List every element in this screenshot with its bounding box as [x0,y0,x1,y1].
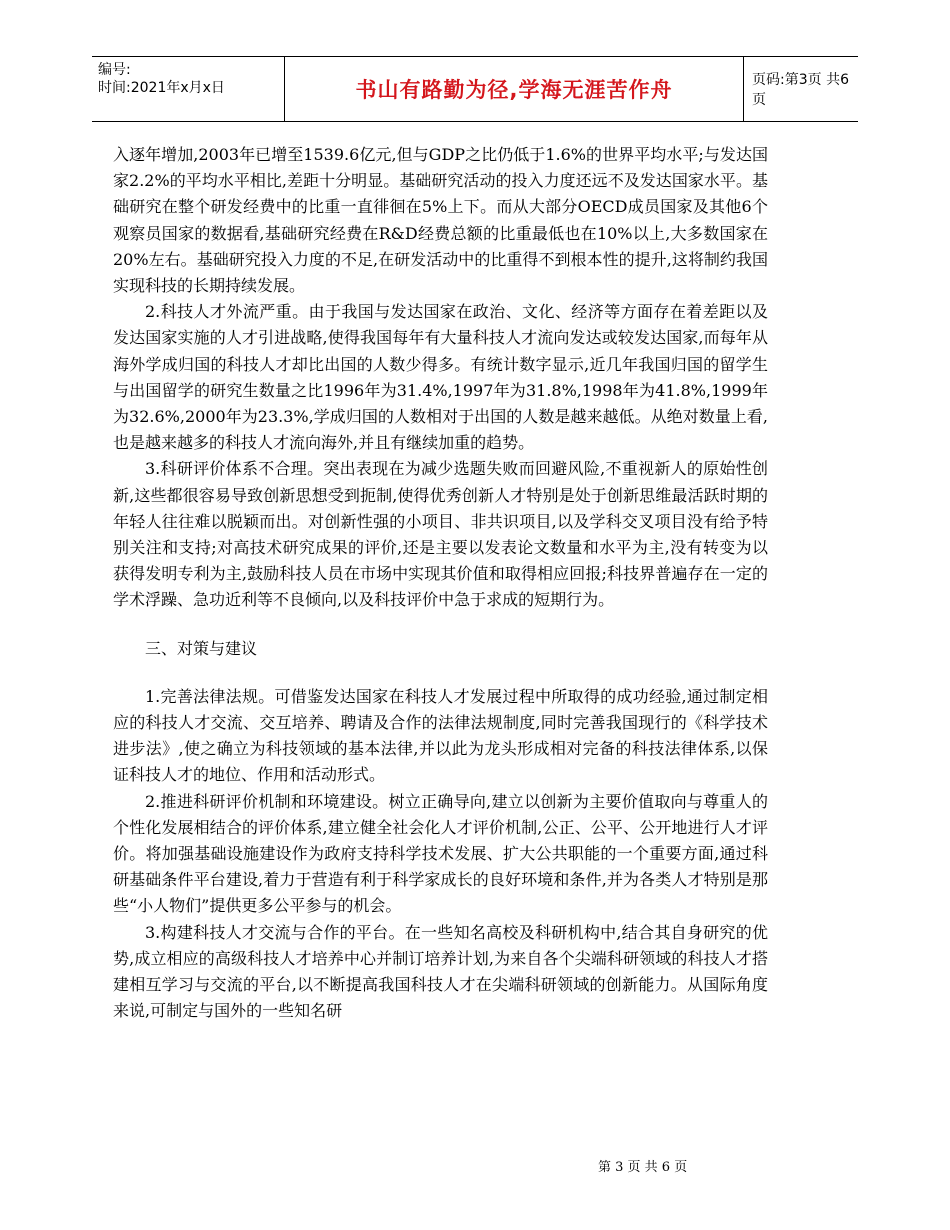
paragraph-talent-outflow: 2.科技人才外流严重。由于我国与发达国家在政治、文化、经济等方面存在着差距以及发达国家实施的人才引进战略,使得我国每年有大量科技人才流向发达或较发达国家,而每年从海外学成归国的科技人才却比出国的人数少得多。有统计数字显示,近几年我国归国的留学生与出国留学的研究生数量之比1996年为31.4%,1997年为31.8%,1998年为41.8%,1999年为32.6%,2000年为23.3%,学成归国的人数相对于出国的人数是越来越低。从绝对数量上看,也是越来越多的科技人才流向海外,并且有继续加重的趋势。 [113,302,768,453]
document-time-label: 时间:2021年x月x日 [98,80,225,96]
paragraph-laws: 1.完善法律法规。可借鉴发达国家在科技人才发展过程中所取得的成功经验,通过制定相应的科技人才交流、交互培养、聘请及合作的法律法规制度,同时完善我国现行的《科学技术进步法》,使之确立为科技领域的基本法律,并以此为龙头形成相对完备的科技法律体系,以保证科技人才的地位、作用和活动形式。 [113,686,768,785]
page-header [92,56,858,122]
paragraph-evaluation-system: 3.科研评价体系不合理。突出表现在为减少选题失败而回避风险,不重视新人的原始性创新,这些都很容易导致创新思想受到扼制,使得优秀创新人才特别是处于创新思维最活跃时期的年轻人往往难以脱颖而出。对创新性强的小项目、非共识项目,以及学科交叉项目没有给予特别关注和支持;对高技术研究成果的评价,还是主要以发表论文数量和水平为主,没有转变为以获得发明专利为主,鼓励科技人员在市场中实现其价值和取得相应回报;科技界普遍存在一定的学术浮躁、急功近利等不良倾向,以及科技评价中急于求成的短期行为。 [113,459,768,610]
document-number-label: 编号: [98,62,131,78]
page-footer: 第 3 页 共 6 页 [598,1160,688,1175]
paragraph-continued: 入逐年增加,2003年已增至1539.6亿元,但与GDP之比仍低于1.6%的世界平均水平;与发达国家2.2%的平均水平相比,差距十分明显。基础研究活动的投入力度还远不及发达国家水平。基础研究在整个研发经费中的比重一直徘徊在5%上下。而从大部分OECD成员国家及其他6个观察员国家的数据看,基础研究经费在R&D经费总额的比重最低也在10%以上,大多数国家在20%左右。基础研究投入力度的不足,在研发活动中的比重得不到根本性的提升,这将制约我国实现科技的长期持续发展。 [113,145,768,296]
header-motto: 书山有路勤为径,学海无涯苦作舟 [284,57,744,121]
section-heading: 三、对策与建议 [145,638,258,658]
paragraph-evaluation-mechanism: 2.推进科研评价机制和环境建设。树立正确导向,建立以创新为主要价值取向与尊重人的个性化发展相结合的评价体系,建立健全社会化人才评价机制,公正、公平、公开地进行人才评价。将加强基础设施建设作为政府支持科学技术发展、扩大公共职能的一个重要方面,通过科研基础条件平台建设,着力于营造有利于科学家成长的良好环境和条件,并为各类人才特别是那些“小人物们”提供更多公平参与的机会。 [113,791,768,916]
document-body [113,142,768,1025]
header-meta [92,57,284,121]
paragraph-exchange-platform: 3.构建科技人才交流与合作的平台。在一些知名高校及科研机构中,结合其自身研究的优势,成立相应的高级科技人才培养中心并制订培养计划,为来自各个尖端科研领域的科技人才搭建相互学习与交流的平台,以不断提高我国科技人才在尖端科研领域的创新能力。从国际角度来说,可制定与国外的一些知名研 [113,922,768,1021]
header-page-number: 页码:第3页 共6页 [752,72,849,108]
